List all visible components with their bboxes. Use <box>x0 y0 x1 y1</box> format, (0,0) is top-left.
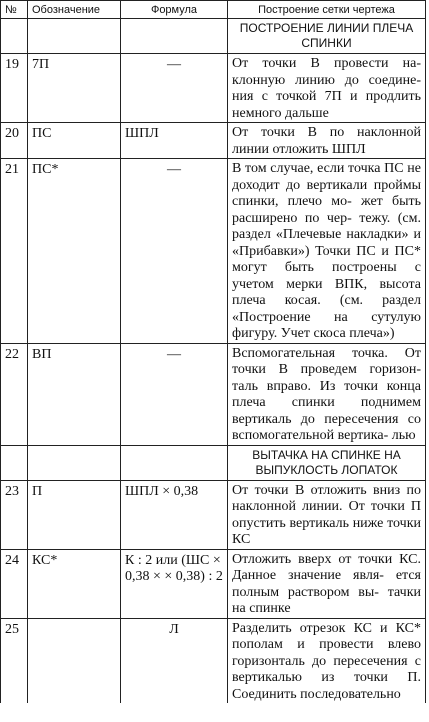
row-number: 21 <box>1 159 28 344</box>
table-row <box>1 54 426 123</box>
row-construction: От точки В по наклонной линии отложить ШПЛ <box>228 123 426 159</box>
header-row <box>1 1 426 19</box>
table-row <box>1 618 426 703</box>
header-construction: Построение сетки чертежа <box>228 1 426 19</box>
table-row <box>1 123 426 159</box>
section-row <box>1 445 426 480</box>
row-formula: Л <box>121 618 228 703</box>
row-number: 19 <box>1 54 28 123</box>
section-title: ПОСТРОЕНИЕ ЛИНИИ ПЛЕЧА СПИНКИ <box>228 19 426 54</box>
header-num: № <box>1 1 28 19</box>
section-title: ВЫТАЧКА НА СПИНКЕ НА ВЫПУКЛОСТЬ ЛОПАТОК <box>228 445 426 480</box>
row-number: 23 <box>1 480 28 549</box>
row-formula: — <box>121 159 228 344</box>
row-construction: В том случае, если точка ПС не доходит до вертикали проймы спинки, плечо мо- жет быть расширено по чер- тежу. (см. раздел «Плечевые накладки» и «Прибавки») Точки ПС и ПС* могут быть построены с учетом мерки ВПК, высота плеча косая. (см. раздел «Построение на сутулую фигуру. Учет скоса плеча») <box>228 159 426 344</box>
row-designation: 7П <box>28 54 121 123</box>
row-number: 24 <box>1 549 28 618</box>
header-designation: Обозначение <box>28 1 121 19</box>
table-row <box>1 480 426 549</box>
header-formula: Формула <box>121 1 228 19</box>
row-number: 25 <box>1 618 28 703</box>
row-number: 22 <box>1 343 28 445</box>
section-row <box>1 19 426 54</box>
row-designation <box>28 618 121 703</box>
row-designation: П <box>28 480 121 549</box>
row-formula: ШПЛ <box>121 123 228 159</box>
row-number: 20 <box>1 123 28 159</box>
table-row <box>1 159 426 344</box>
row-formula: — <box>121 343 228 445</box>
row-construction: Разделить отрезок КС и КС* пополам и провести влево горизонталь до пересечения с вертикалью из точки П. Соединить последовательно <box>228 618 426 703</box>
row-construction: От точки В отложить вниз по наклонной линии. От точки П опустить вертикаль ниже точки КС <box>228 480 426 549</box>
table-row <box>1 549 426 618</box>
row-construction: Отложить вверх от точки КС. Данное значение явля- ется полным раствором вы- тачки на спинке <box>228 549 426 618</box>
row-construction: Вспомогательная точка. От точки В проведем горизон- таль вправо. Из точки конца плеча спинки поднимем вертикаль до пересечения со вспомогательной вертика- лью <box>228 343 426 445</box>
row-formula: К : 2 или (ШС × 0,38 × × 0,38) : 2 <box>121 549 228 618</box>
row-formula: ШПЛ × 0,38 <box>121 480 228 549</box>
row-designation: КС* <box>28 549 121 618</box>
row-designation: ВП <box>28 343 121 445</box>
row-construction: От точки В провести на- клонную линию до соедине- ния с точкой 7П и продлить немного дальше <box>228 54 426 123</box>
row-designation: ПС* <box>28 159 121 344</box>
row-designation: ПС <box>28 123 121 159</box>
table-row <box>1 343 426 445</box>
row-formula: — <box>121 54 228 123</box>
